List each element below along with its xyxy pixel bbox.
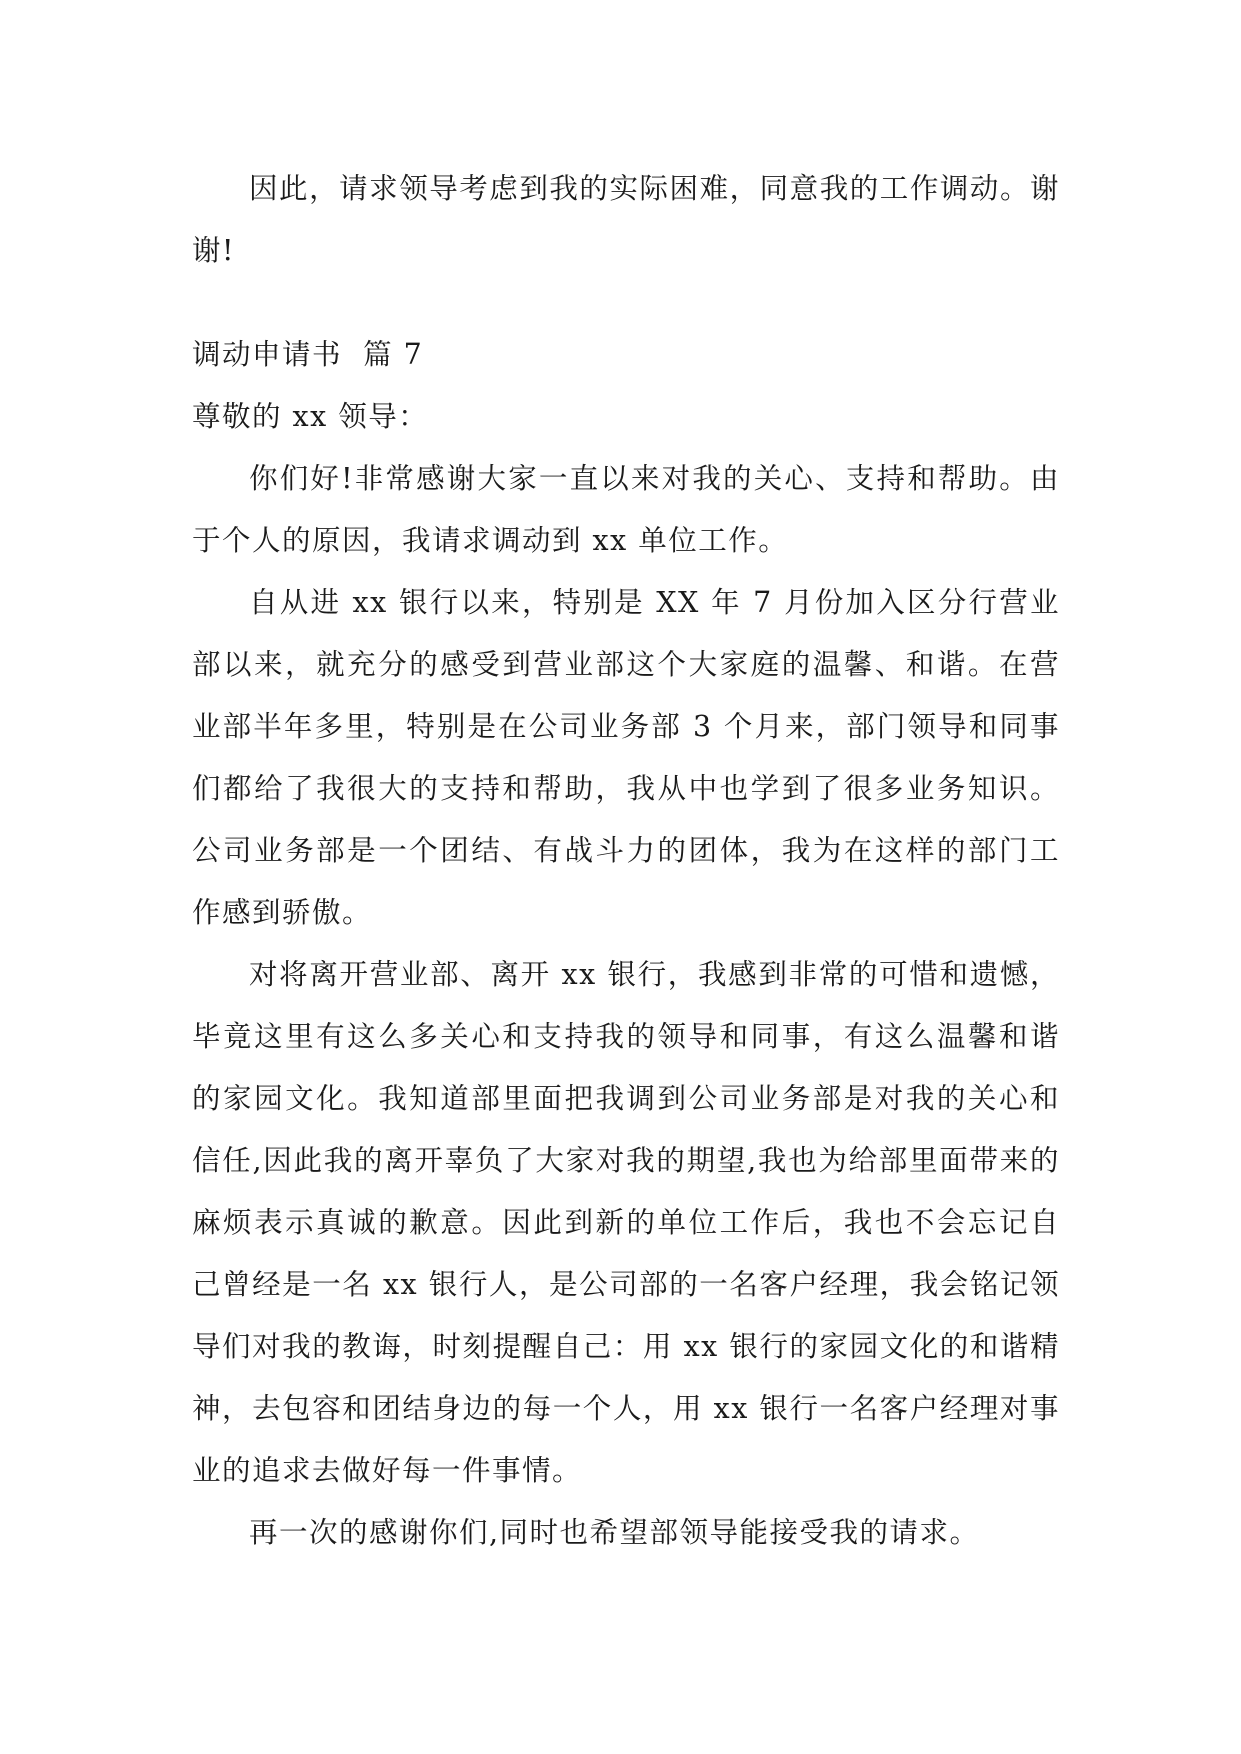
intro-paragraph: 因此，请求领导考虑到我的实际困难，同意我的工作调动。谢谢!: [192, 172, 1060, 267]
body-paragraph-farewell: 对将离开营业部、离开 xx 银行，我感到非常的可惜和遗憾，毕竟这里有这么多关心和支持我的领导和同事，有这么温馨和谐的家园文化。我知道部里面把我调到公司业务部是对我的关心和信任,因此我的离开辜负了大家对我的期望,我也为给部里面带来的麻烦表示真诚的歉意。因此到新的单位工作后，我也不会忘记自己曾经是一名 xx 银行人，是公司部的一名客户经理，我会铭记领导们对我的教诲，时刻提醒自己：用 xx 银行的家园文化的和谐精神，去包容和团结身边的每一个人，用 xx 银行一名客户经理对事业的追求去做好每一件事情。: [192, 958, 1060, 1487]
section-title: 调动申请书 篇 7: [192, 338, 424, 371]
document-body: [192, 158, 1060, 1564]
body-paragraph-experience: 自从进 xx 银行以来，特别是 XX 年 7 月份加入区分行营业部以来，就充分的感受到营业部这个大家庭的温馨、和谐。在营业部半年多里，特别是在公司业务部 3 个月来，部门领导和同事们都给了我很大的支持和帮助，我从中也学到了很多业务知识。公司业务部是一个团结、有战斗力的团体，我为在这样的部门工作感到骄傲。: [192, 586, 1060, 929]
body-paragraph-greeting: 你们好!非常感谢大家一直以来对我的关心、支持和帮助。由于个人的原因，我请求调动到 xx 单位工作。: [192, 462, 1060, 557]
body-paragraph-closing: 再一次的感谢你们,同时也希望部领导能接受我的请求。: [249, 1516, 980, 1549]
salutation: 尊敬的 xx 领导：: [192, 400, 429, 433]
